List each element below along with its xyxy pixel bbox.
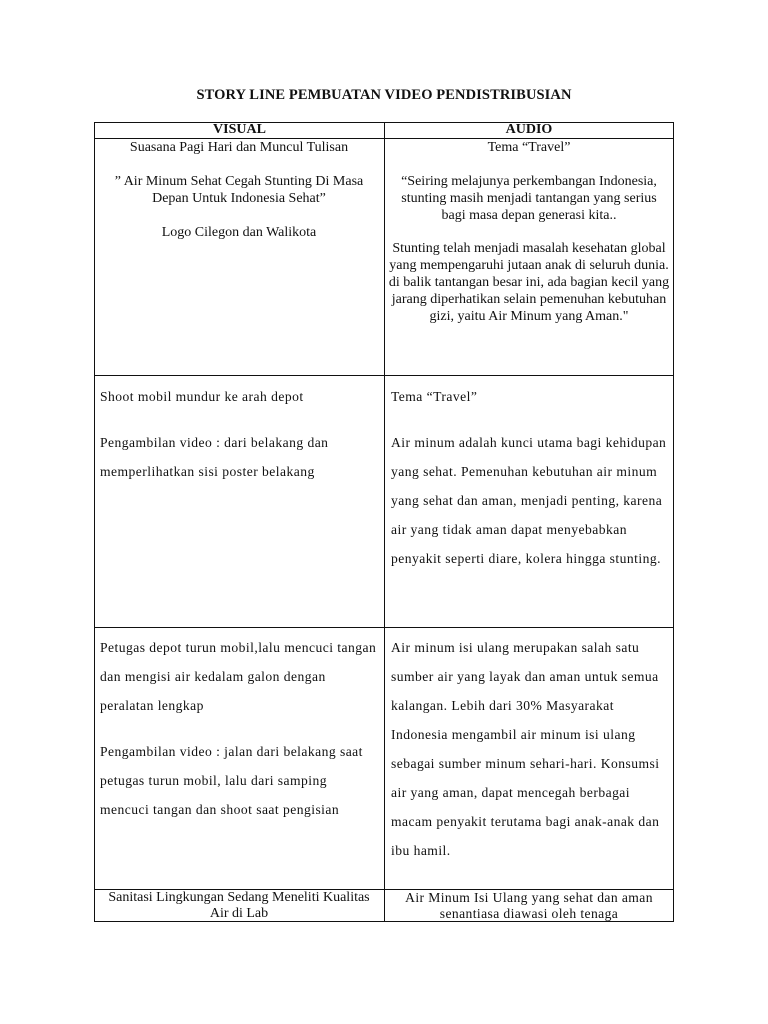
table-border-right xyxy=(673,122,674,922)
row-1-visual-text-2: ” Air Minum Sehat Cegah Stunting Di Masa Depan Untuk Indonesia Sehat” xyxy=(114,174,364,206)
row-2-audio-text-2: Air minum adalah kunci utama bagi kehidupan yang sehat. Pemenuhan kebutuhan air minum yang sehat dan aman, menjadi penting, karena air yang tidak aman dapat menyebabkan penyakit seperti diare, kolera hingga stunting. xyxy=(391,435,667,566)
document-title: STORY LINE PEMBUATAN VIDEO PENDISTRIBUSIAN xyxy=(196,87,572,103)
row-3-visual-text-2: Pengambilan video : jalan dari belakang saat petugas turun mobil, lalu dari samping mencuci tangan dan shoot saat pengisian xyxy=(100,744,363,817)
row-1-audio xyxy=(388,139,670,325)
storyline-table xyxy=(94,122,674,922)
row-divider-1 xyxy=(94,375,674,376)
row-2-visual-text-1: Shoot mobil mundur ke arah depot xyxy=(100,389,304,404)
row-4-visual xyxy=(99,890,379,922)
row-1-audio-text-3: Stunting telah menjadi masalah kesehatan global yang mempengaruhi jutaan anak di seluruh dunia. di balik tantangan besar ini, ada bagian kecil yang jarang diperhatikan selain pemenuhan kebutuhan gizi, yaitu Air Minum yang Aman." xyxy=(388,241,670,324)
row-2-audio xyxy=(391,382,671,573)
row-4-audio-text-1: Air Minum Isi Ulang yang sehat dan aman senantiasa diawasi oleh tenaga xyxy=(405,890,653,921)
row-4-audio xyxy=(388,890,670,922)
audio-column-header: AUDIO xyxy=(505,122,553,137)
row-1-visual-text-1: Suasana Pagi Hari dan Muncul Tulisan xyxy=(129,140,349,155)
row-1-audio-text-2: “Seiring melajunya perkembangan Indonesia, stunting masih menjadi tantangan yang serius bagi masa depan generasi kita.. xyxy=(401,174,657,223)
row-2-visual-text-2: Pengambilan video : dari belakang dan memperlihatkan sisi poster belakang xyxy=(100,435,329,479)
visual-column-header: VISUAL xyxy=(213,122,266,137)
row-1-visual xyxy=(99,139,379,241)
row-1-audio-text-1: Tema “Travel” xyxy=(487,140,571,155)
row-3-visual xyxy=(100,633,380,824)
row-2-audio-text-1: Tema “Travel” xyxy=(391,389,478,404)
row-1-visual-text-3: Logo Cilegon dan Walikota xyxy=(161,225,317,240)
table-border-left xyxy=(94,122,95,922)
row-2-visual xyxy=(100,382,380,486)
row-3-audio-text-1: Air minum isi ulang merupakan salah satu sumber air yang layak dan aman untuk semua kalangan. Lebih dari 30% Masyarakat Indonesia mengambil air minum isi ulang sebagai sumber minum sehari-hari. Konsumsi air yang aman, dapat mencegah berbagai macam penyakit terutama bagi anak-anak dan ibu hamil. xyxy=(391,640,660,858)
row-3-visual-text-1: Petugas depot turun mobil,lalu mencuci tangan dan mengisi air kedalam galon dengan peralatan lengkap xyxy=(100,640,377,713)
row-divider-2 xyxy=(94,627,674,628)
row-3-audio xyxy=(391,633,671,865)
row-4-visual-text-1: Sanitasi Lingkungan Sedang Meneliti Kualitas Air di Lab xyxy=(108,890,370,921)
table-column-divider xyxy=(384,122,385,922)
